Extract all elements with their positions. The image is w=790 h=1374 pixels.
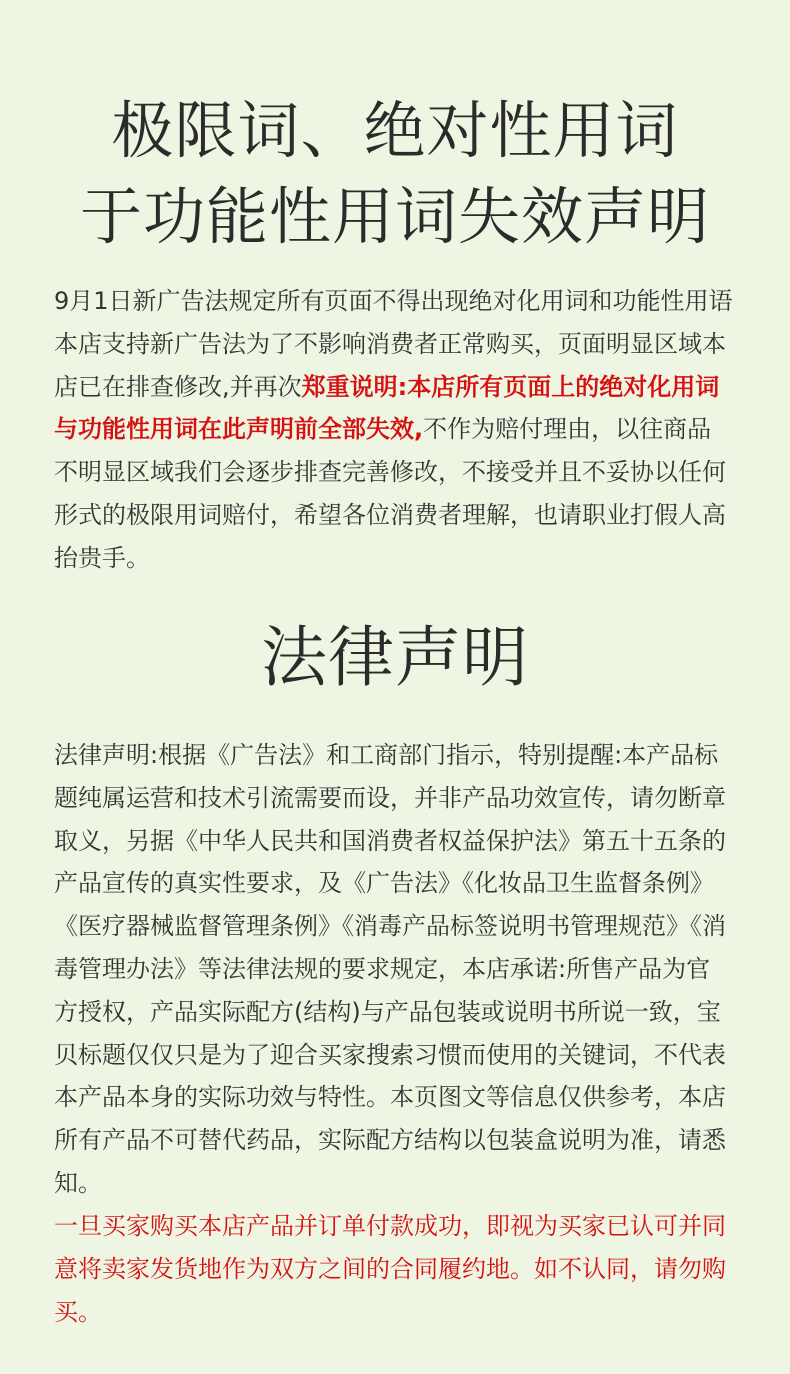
disclaimer-title-line2: 于功能性用词失效声明	[79, 180, 710, 253]
disclaimer-title	[0, 88, 790, 260]
legal-warning-paragraph: 一旦买家购买本店产品并订单付款成功，即视为买家已认可并同意将卖家发货地作为双方之间的合同履约地。如不认同，请勿购买。	[54, 1212, 726, 1326]
legal-title: 法律声明	[261, 619, 529, 696]
disclaimer-rest-text: 不作为赔付理由，以往商品 不明显区域我们会逐步排查完善修改，不接受并且不妥协以任何形式的极限用词赔付，希望各位消费者理解，也请职业打假人高抬贵手。	[54, 415, 726, 572]
disclaimer-highlight-text: 郑重说明:本店所有页面上的绝对化用词与功能性用词在此声明前全部失效,	[54, 372, 720, 444]
legal-body-paragraph: 法律声明:根据《广告法》和工商部门指示，特别提醒:本产品标题纯属运营和技术引流需要而设，并非产品功效宣传，请勿断章取义，另据《中华人民共和国消费者权益保护法》第五十五条的产品宣传的真实性要求，及《广告法》《化妆品卫生监督条例》《医疗器械监督管理条例》《消毒产品标签说明书管理规范》《消毒管理办法》等法律法规的要求规定，本店承诺:所售产品为官方授权，产品实际配方(结构)与产品包装或说明书所说一致，宝贝标题仅仅只是为了迎合买家搜索习惯而使用的关键词，不代表本产品本身的实际功效与特性。本页图文等信息仅供参考，本店所有产品不可替代药品，实际配方结构以包装盒说明为准，请悉知。	[54, 741, 726, 1197]
disclaimer-paragraph	[54, 280, 734, 580]
disclaimer-title-line1: 极限词、绝对性用词	[111, 94, 679, 167]
disclaimer-intro-text: 9月1日新广告法规定所有页面不得出现绝对化用词和功能性用语本店支持新广告法为了不影响消费者正常购买，页面明显区域本店已在排查修改,并再次	[54, 287, 733, 401]
